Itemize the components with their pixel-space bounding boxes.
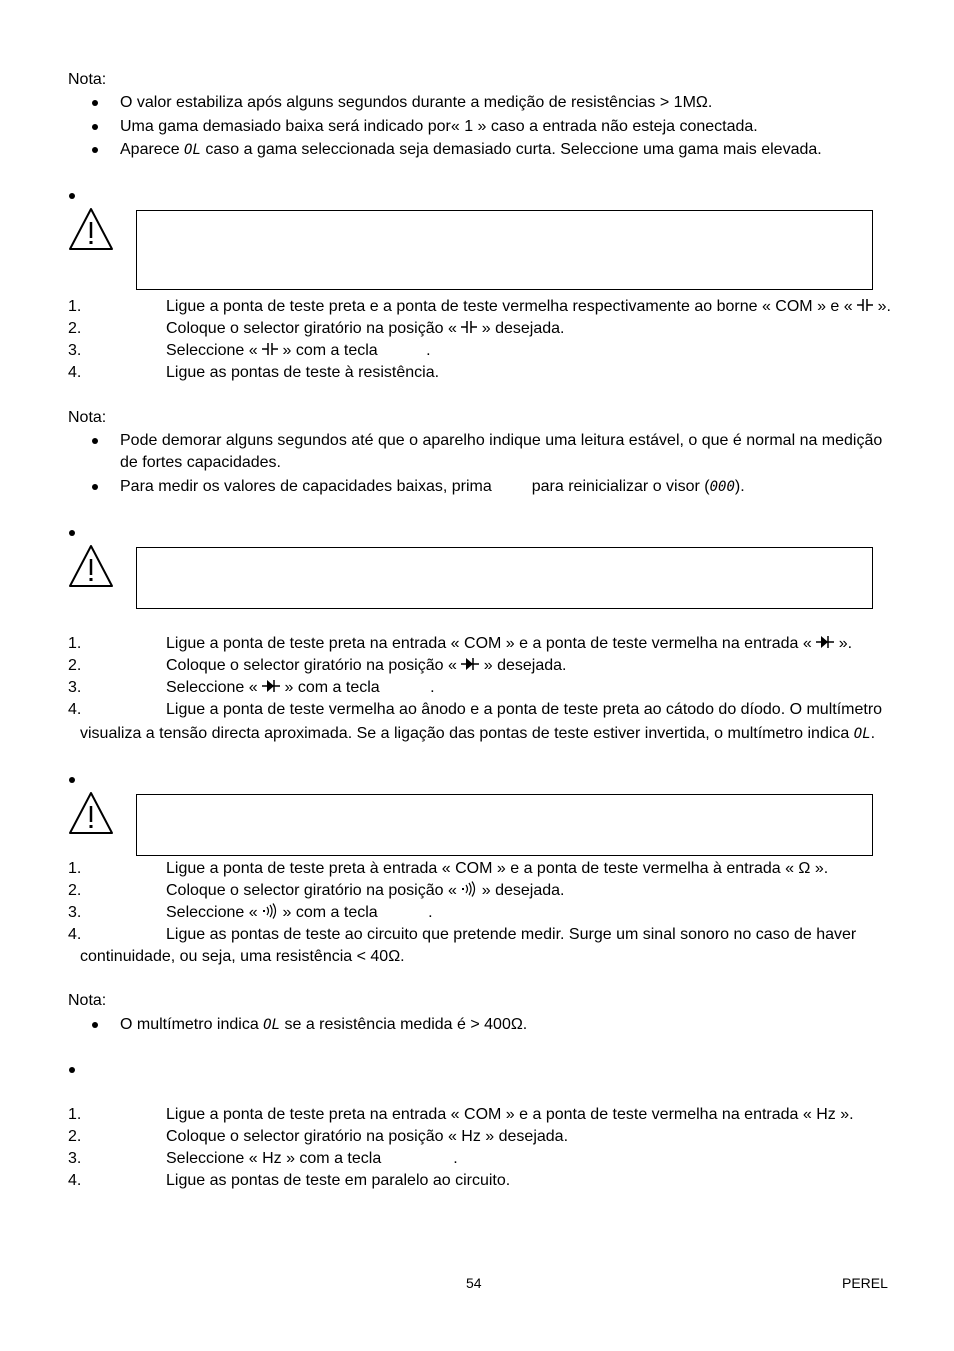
step-number: 2. xyxy=(68,1128,82,1145)
step-number: 2. xyxy=(68,320,82,337)
step-text-continued: visualiza a tensão directa aproximada. Se a ligação das pontas de teste estiver invertida, o multímetro indica OL. xyxy=(80,725,876,742)
step-text: Seleccione « » com a tecla . xyxy=(166,679,435,696)
diode-icon xyxy=(262,678,280,694)
step-text: Seleccione « Hz » com a tecla . xyxy=(166,1150,458,1167)
step-number: 2. xyxy=(68,882,82,899)
zero-display-symbol: 000 xyxy=(709,479,735,495)
step-number: 3. xyxy=(68,1150,82,1167)
diode-icon xyxy=(816,634,834,650)
list-item: Aparece OL caso a gama seleccionada seja demasiado curta. Seleccione uma gama mais elevada. xyxy=(120,141,822,158)
step-number: 3. xyxy=(68,904,82,921)
warning-icon xyxy=(68,543,114,589)
step-text: Ligue as pontas de teste à resistência. xyxy=(166,364,440,381)
note-label: Nota: xyxy=(68,71,107,88)
bullet-dot xyxy=(92,1022,98,1028)
bullet-dot xyxy=(92,124,98,130)
buzzer-icon xyxy=(461,881,477,897)
list-item: O multímetro indica OL se a resistência medida é > 400Ω. xyxy=(120,1016,528,1033)
step-text: Ligue as pontas de teste ao circuito que pretende medir. Surge um sinal sonoro no caso de haver xyxy=(166,926,857,943)
buzzer-icon xyxy=(262,903,278,919)
step-number: 4. xyxy=(68,926,82,943)
step-number: 2. xyxy=(68,657,82,674)
capacitor-icon xyxy=(461,319,477,335)
section-bullet xyxy=(69,777,75,783)
step-text: Coloque o selector giratório na posição « » desejada. xyxy=(166,320,565,337)
warning-icon xyxy=(68,790,114,836)
ol-display-symbol: OL xyxy=(853,726,871,742)
step-text: Seleccione « » com a tecla . xyxy=(166,342,431,359)
step-number: 3. xyxy=(68,342,82,359)
warning-box xyxy=(136,794,873,856)
ol-display-symbol: OL xyxy=(263,1017,281,1033)
step-text-continued: continuidade, ou seja, uma resistência < 40Ω. xyxy=(80,948,405,965)
list-item: Para medir os valores de capacidades baixas, prima para reinicializar o visor (000). xyxy=(120,478,745,495)
step-text: Coloque o selector giratório na posição « Hz » desejada. xyxy=(166,1128,569,1145)
warning-box xyxy=(136,210,873,290)
note-label: Nota: xyxy=(68,992,107,1009)
step-text: Ligue a ponta de teste preta na entrada « COM » e a ponta de teste vermelha na entrada « Hz ». xyxy=(166,1106,854,1123)
section-bullet xyxy=(69,530,75,536)
list-item: de fortes capacidades. xyxy=(120,454,281,471)
step-text: Coloque o selector giratório na posição « » desejada. xyxy=(166,657,567,674)
warning-icon xyxy=(68,206,114,252)
step-text: Ligue a ponta de teste preta e a ponta de teste vermelha respectivamente ao borne « COM » e « ». xyxy=(166,298,891,315)
step-number: 1. xyxy=(68,635,82,652)
bullet-dot xyxy=(92,100,98,106)
list-item: O valor estabiliza após alguns segundos durante a medição de resistências > 1MΩ. xyxy=(120,94,713,111)
step-number: 1. xyxy=(68,298,82,315)
step-number: 1. xyxy=(68,1106,82,1123)
bullet-dot xyxy=(92,484,98,490)
section-bullet xyxy=(69,193,75,199)
page-number: 54 xyxy=(466,1275,482,1291)
diode-icon xyxy=(461,656,479,672)
warning-box xyxy=(136,547,873,609)
capacitor-icon xyxy=(262,341,278,357)
section-bullet xyxy=(69,1067,75,1073)
step-text: Ligue a ponta de teste vermelha ao ânodo e a ponta de teste preta ao cátodo do díodo. O multímetro xyxy=(166,701,883,718)
note-label: Nota: xyxy=(68,409,107,426)
step-number: 1. xyxy=(68,860,82,877)
capacitor-icon xyxy=(857,297,873,313)
step-number: 4. xyxy=(68,364,82,381)
step-number: 4. xyxy=(68,1172,82,1189)
list-item: Pode demorar alguns segundos até que o aparelho indique uma leitura estável, o que é normal na medição xyxy=(120,432,883,449)
bullet-dot xyxy=(92,147,98,153)
step-text: Ligue as pontas de teste em paralelo ao circuito. xyxy=(166,1172,511,1189)
step-text: Seleccione « » com a tecla . xyxy=(166,904,433,921)
footer-brand: PEREL xyxy=(842,1275,888,1291)
step-number: 3. xyxy=(68,679,82,696)
ol-display-symbol: OL xyxy=(184,142,201,158)
bullet-dot xyxy=(92,438,98,444)
step-number: 4. xyxy=(68,701,82,718)
step-text: Coloque o selector giratório na posição « » desejada. xyxy=(166,882,565,899)
list-item: Uma gama demasiado baixa será indicado por« 1 » caso a entrada não esteja conectada. xyxy=(120,118,758,135)
step-text: Ligue a ponta de teste preta na entrada « COM » e a ponta de teste vermelha na entrada « ». xyxy=(166,635,853,652)
step-text: Ligue a ponta de teste preta à entrada « COM » e a ponta de teste vermelha à entrada « Ω ». xyxy=(166,860,829,877)
